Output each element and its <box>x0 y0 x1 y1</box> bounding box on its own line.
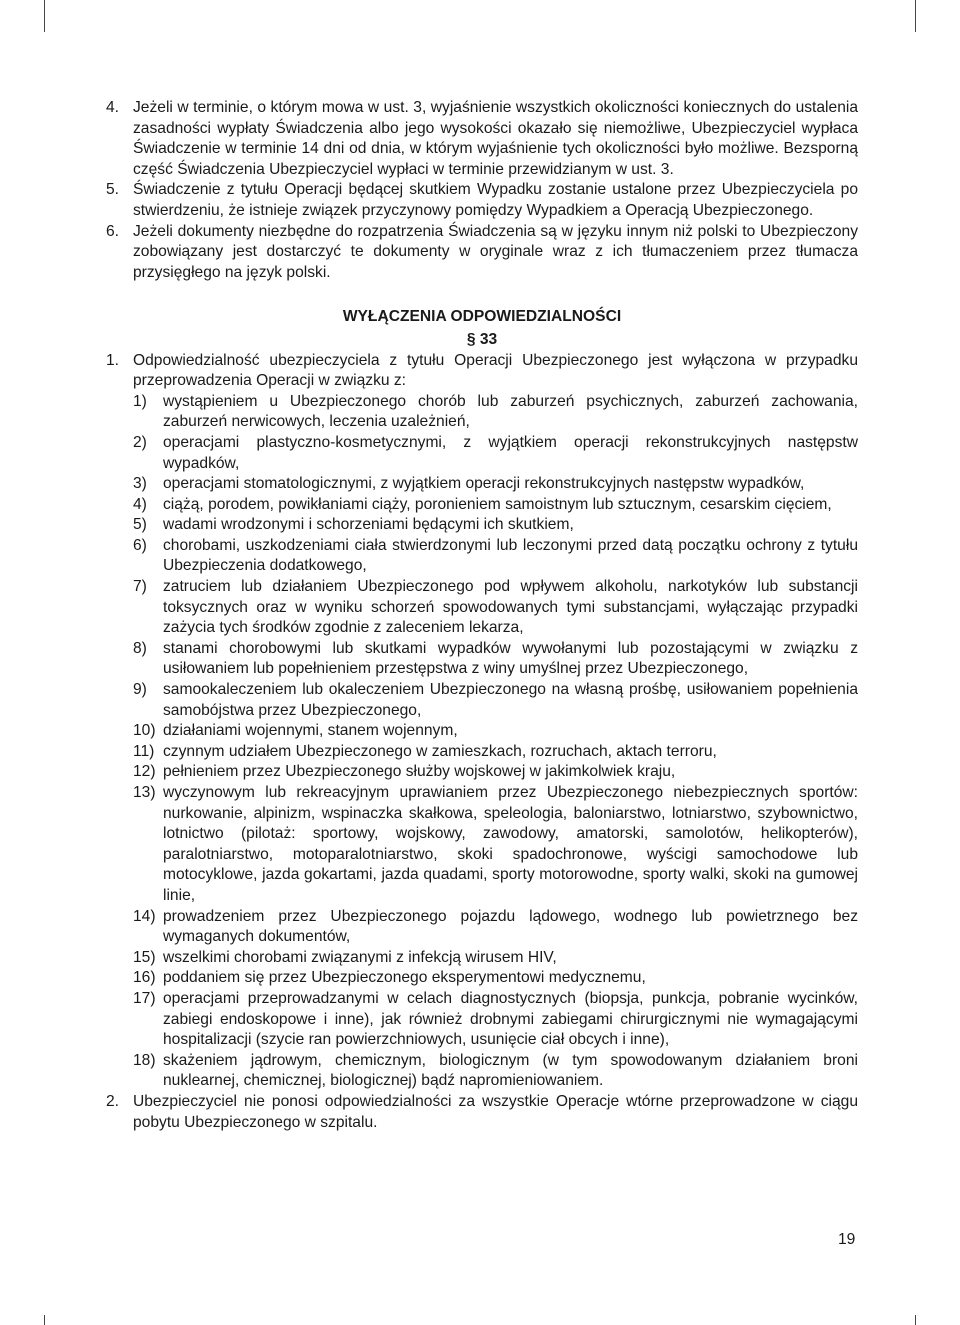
exclusion-number: 10) <box>133 722 156 740</box>
exclusion-text: poddaniem się przez Ubezpieczonego eksperymentowi medycznemu, <box>163 969 646 987</box>
section-heading: WYŁĄCZENIA ODPOWIEDZIALNOŚCI <box>342 308 622 326</box>
exclusion-number: 17) <box>133 989 156 1007</box>
crop-mark-bottom-right <box>915 1315 916 1325</box>
list-item-2 <box>106 1092 858 1133</box>
exclusion-number: 14) <box>133 907 156 925</box>
item-number: 4. <box>106 99 120 116</box>
crop-mark-top-left <box>44 0 45 32</box>
exclusion-text: chorobami, uszkodzeniami ciała stwierdzonymi lub leczonymi przed datą początku ochrony z tytułu Ubezpieczenia dodatkowego, <box>163 536 858 575</box>
exclusion-number: 16) <box>133 969 156 987</box>
exclusion-text: operacjami przeprowadzanymi w celach diagnostycznych (biopsja, punkcja, pobranie wycinków, zabiegi endoskopowe i inne), jak również drobnymi zabiegami chirurgicznymi nie wymagającymi hospitalizacji (szycie ran powierzchniowych, usunięcie ciał obcych i inne), <box>163 989 858 1049</box>
exclusion-number: 18) <box>133 1051 156 1069</box>
item-number: 5. <box>106 181 120 199</box>
exclusion-number: 3) <box>133 475 147 493</box>
item-text: Jeżeli dokumenty niezbędne do rozpatrzenia Świadczenia są w języku innym niż polski to Ubezpieczony zobowiązany jest dostarczyć te dokumenty w oryginale wraz z ich tłumaczeniem przez tłumacza przysięgłego na język polski. <box>133 222 858 281</box>
exclusion-list <box>133 392 858 1092</box>
exclusion-text: wystąpieniem u Ubezpieczonego chorób lub zaburzeń psychicznych, zaburzeń zachowania, zaburzeń nerwicowych, leczenia uzależnień, <box>163 392 858 431</box>
exclusion-number: 8) <box>133 639 147 657</box>
exclusion-item <box>133 762 858 783</box>
item-number: 1. <box>106 351 120 369</box>
exclusion-number: 12) <box>133 763 156 781</box>
item-text: Ubezpieczyciel nie ponosi odpowiedzialności za wszystkie Operacje wtórne przeprowadzone w ciągu pobytu Ubezpieczonego w szpitalu. <box>133 1092 858 1131</box>
exclusion-text: pełnieniem przez Ubezpieczonego służby wojskowej w jakimkolwiek kraju, <box>163 763 676 781</box>
item-number: 6. <box>106 222 120 240</box>
item-number: 2. <box>106 1092 120 1110</box>
exclusion-item <box>133 680 858 721</box>
list-item-5 <box>106 180 858 221</box>
exclusion-text: operacjami stomatologicznymi, z wyjątkiem operacji rekonstrukcyjnych następstw wypadków, <box>163 475 805 493</box>
exclusion-item <box>133 948 858 969</box>
exclusion-text: wadami wrodzonymi i schorzeniami będącymi ich skutkiem, <box>163 516 574 534</box>
list-item-1 <box>106 351 858 1092</box>
exclusion-text: zatruciem lub działaniem Ubezpieczonego pod wpływem alkoholu, narkotyków lub substancji toksycznych oraz w wyniku schorzeń spowodowanych tymi substancjami, wyłączając przypadki zażycia tych środków zgodnie z zaleceniem lekarza, <box>163 578 858 637</box>
exclusion-item <box>133 536 858 577</box>
crop-mark-top-right <box>915 0 916 32</box>
exclusion-number: 2) <box>133 433 147 451</box>
item-intro: Odpowiedzialność ubezpieczyciela z tytułu Operacji Ubezpieczonego jest wyłączona w przypadku przeprowadzenia Operacji w związku z: <box>133 351 858 390</box>
exclusion-text: operacjami plastyczno-kosmetycznymi, z wyjątkiem operacji rekonstrukcyjnych następstw wypadków, <box>163 433 858 472</box>
exclusion-text: wyczynowym lub rekreacyjnym uprawianiem przez Ubezpieczonego niebezpiecznych sportów: nurkowanie, alpinizm, wspinaczka skałkowa, speleologia, baloniarstwo, lotniarstwo, szybownictwo, lotnictwo (pilotaż: sportowy, wojskowy, zawodowy, amatorski, samolotów, helikopterów), paralotniarstwo, motoparalotniarstwo, skoki spadochronowe, wyścigi samochodowe lub motocyklowe, jazda gokartami, jazda quadami, sporty motorowodne, sporty walki, skoki na gumowej linie, <box>163 784 858 904</box>
exclusion-number: 6) <box>133 536 147 554</box>
exclusion-item <box>133 783 858 907</box>
paragraph-number: § 33 <box>466 330 498 348</box>
item-text: Jeżeli w terminie, o którym mowa w ust. 3, wyjaśnienie wszystkich okoliczności koniecznych do ustalenia zasadności wypłaty Świadczenia albo jego wysokości okazało się niemożliwe, Ubezpieczyciel wypłaca Świadczenie w terminie 14 dni od dnia, w którym wyjaśnienie tych okoliczności było możliwe. Bezsporną część Świadczenia Ubezpieczyciel wypłaci w terminie przewidzianym w ust. 3. <box>133 99 858 178</box>
exclusion-item <box>133 495 858 516</box>
exclusion-number: 7) <box>133 578 147 596</box>
exclusion-text: działaniami wojennymi, stanem wojennym, <box>163 722 458 740</box>
exclusion-number: 1) <box>133 392 147 410</box>
exclusion-text: wszelkimi chorobami związanymi z infekcją wirusem HIV, <box>163 948 557 966</box>
exclusion-item <box>133 392 858 433</box>
exclusion-number: 15) <box>133 948 156 966</box>
exclusion-text: czynnym udziałem Ubezpieczonego w zamieszkach, rozruchach, aktach terroru, <box>163 742 717 760</box>
list-item-4 <box>106 98 858 180</box>
exclusion-item <box>133 742 858 763</box>
exclusion-number: 11) <box>133 742 155 760</box>
exclusion-item <box>133 989 858 1051</box>
document-content <box>106 98 858 1133</box>
exclusion-number: 13) <box>133 784 156 801</box>
exclusion-number: 5) <box>133 516 147 534</box>
exclusion-text: stanami chorobowymi lub skutkami wypadków wywołanymi lub pozostającymi w związku z usiłowaniem lub popełnieniem przestępstwa z winy umyślnej przez Ubezpieczonego, <box>163 639 858 678</box>
exclusion-number: 4) <box>133 495 147 513</box>
exclusion-item <box>133 433 858 474</box>
exclusion-item <box>133 474 858 495</box>
page-number: 19 <box>838 1231 856 1248</box>
exclusion-text: samookaleczeniem lub okaleczeniem Ubezpieczonego na własną prośbę, usiłowaniem popełnienia samobójstwa przez Ubezpieczonego, <box>163 681 858 719</box>
exclusion-item <box>133 1051 858 1092</box>
exclusion-text: prowadzeniem przez Ubezpieczonego pojazdu lądowego, wodnego lub powietrznego bez wymaganych dokumentów, <box>163 907 858 946</box>
exclusion-text: skażeniem jądrowym, chemicznym, biologicznym (w tym spowodowanym działaniem broni nuklearnej, chemicznej, biologicznej) bądź napromieniowaniem. <box>163 1051 858 1090</box>
exclusion-item <box>133 577 858 639</box>
item-text: Świadczenie z tytułu Operacji będącej skutkiem Wypadku zostanie ustalone przez Ubezpieczyciela po stwierdzeniu, że istnieje związek przyczynowy pomiędzy Wypadkiem a Operacją Ubezpieczonego. <box>133 181 858 219</box>
crop-mark-bottom-left <box>44 1315 45 1325</box>
exclusion-item <box>133 515 858 536</box>
exclusion-number: 9) <box>133 681 147 699</box>
exclusion-item <box>133 907 858 948</box>
exclusion-item <box>133 968 858 989</box>
list-item-6 <box>106 222 858 284</box>
exclusion-item <box>133 639 858 680</box>
exclusion-item <box>133 721 858 742</box>
exclusion-text: ciążą, porodem, powikłaniami ciąży, poronieniem samoistnym lub sztucznym, cesarskim cięciem, <box>163 495 832 513</box>
